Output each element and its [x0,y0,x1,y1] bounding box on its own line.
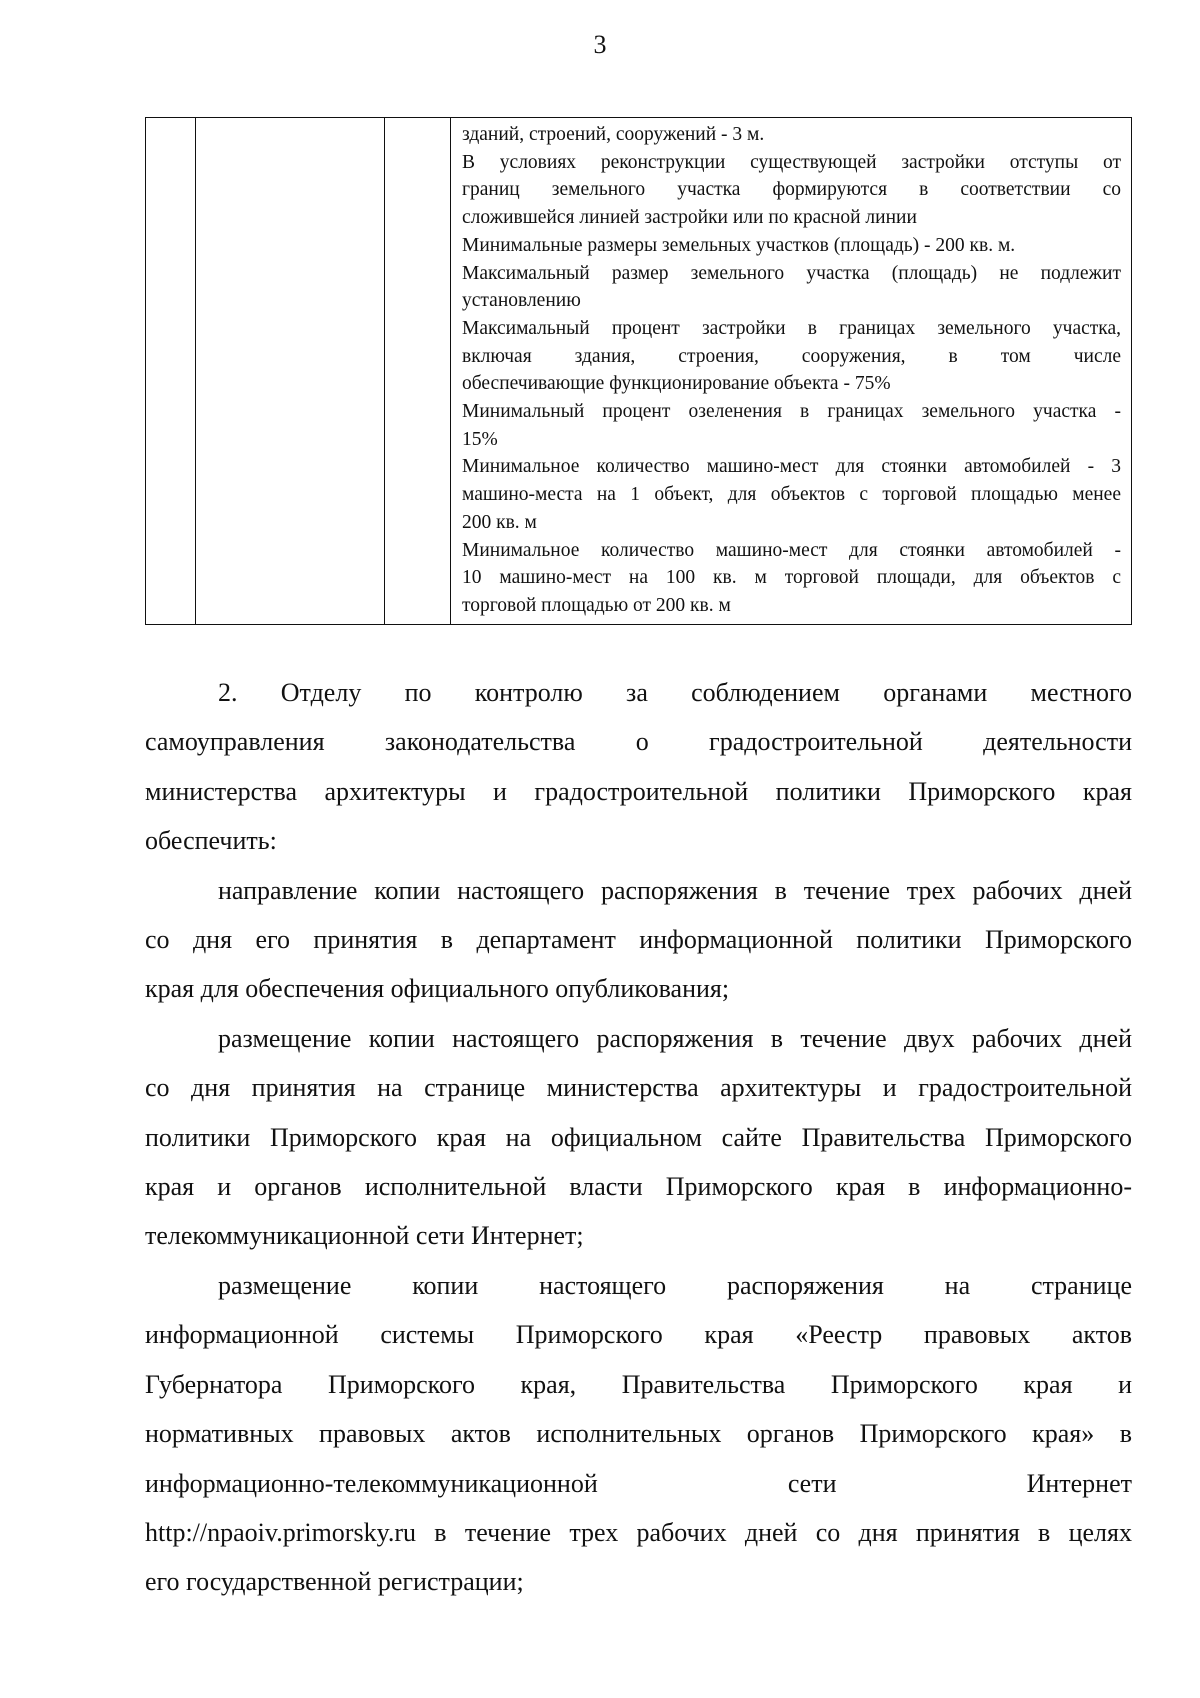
zoning-table [145,117,1132,625]
body-text-line: края для обеспечения официального опубликования; [145,974,730,1004]
table-text-line: 200 кв. м [462,511,537,533]
table-text-line: 10 машино-мест на 100 кв. м торговой площади, для объектов с [462,567,1121,589]
body-text-line: политики Приморского края на официальном сайте Правительства Приморского [145,1122,1132,1152]
table-text-line: границ земельного участка формируются в соответствии со [462,179,1121,201]
table-cell-empty [385,118,451,625]
table-text-line: 15% [462,428,498,450]
table-text-line: машино-места на 1 объект, для объектов с торговой площадью менее [462,484,1121,506]
table-text-line: торговой площадью от 200 кв. м [462,594,731,616]
body-text-line: обеспечить: [145,826,277,856]
table-text-line: Минимальное количество машино-мест для стоянки автомобилей - [462,539,1121,561]
body-text-line: http://npaoiv.primorsky.ru в течение трех рабочих дней со дня принятия в целях [145,1517,1132,1547]
table-text-line: Максимальный процент застройки в границах земельного участка, [462,317,1121,339]
body-text-line: со дня его принятия в департамент информационной политики Приморского [145,925,1132,955]
body-text-line: со дня принятия на странице министерства архитектуры и градостроительной [145,1073,1132,1103]
body-text-line: телекоммуникационной сети Интернет; [145,1221,584,1251]
body-text-line: нормативных правовых актов исполнительных органов Приморского края» в [145,1419,1132,1449]
body-text-line: информационной системы Приморского края «Реестр правовых актов [145,1320,1132,1350]
table-text-line: Минимальные размеры земельных участков (площадь) - 200 кв. м. [462,234,1016,256]
table-cell-parameters [451,118,1132,625]
table-text-line: Минимальный процент озеленения в границах земельного участка - [462,401,1121,423]
body-text-line: Губернатора Приморского края, Правительства Приморского края и [145,1369,1132,1399]
table-text-line: сложившейся линией застройки или по красной линии [462,207,917,229]
table-cell-empty [146,118,196,625]
table-text-line: Минимальное количество машино-мест для стоянки автомобилей - 3 [462,456,1121,478]
table-text-line: зданий, строений, сооружений - 3 м. [462,124,765,145]
table-cell-empty [196,118,385,625]
document-body [145,668,1132,1607]
body-text-line: его государственной регистрации; [145,1567,524,1597]
table-text-line: В условиях реконструкции существующей застройки отступы от [462,151,1121,173]
body-text-line: размещение копии настоящего распоряжения в течение двух рабочих дней [218,1023,1132,1053]
body-text-line: направление копии настоящего распоряжения в течение трех рабочих дней [218,875,1132,905]
body-text-line: министерства архитектуры и градостроительной политики Приморского края [145,776,1132,806]
body-text-line: самоуправления законодательства о градостроительной деятельности [145,727,1132,757]
table-text-line: Максимальный размер земельного участка (площадь) не подлежит [462,262,1121,284]
table-row [146,118,1132,625]
body-text-line: информационно-телекоммуникационной сети Интернет [145,1468,1132,1498]
body-text-line: 2. Отделу по контролю за соблюдением органами местного [218,678,1132,707]
table-text-line: включая здания, строения, сооружения, в том числе [462,345,1121,367]
table-text-line: обеспечивающие функционирование объекта - 75% [462,373,891,395]
body-text-line: края и органов исполнительной власти Приморского края в информационно- [145,1172,1132,1202]
body-text-line: размещение копии настоящего распоряжения на странице [218,1270,1132,1300]
page-number: 3 [593,30,607,59]
table-text-line: установлению [462,290,581,312]
